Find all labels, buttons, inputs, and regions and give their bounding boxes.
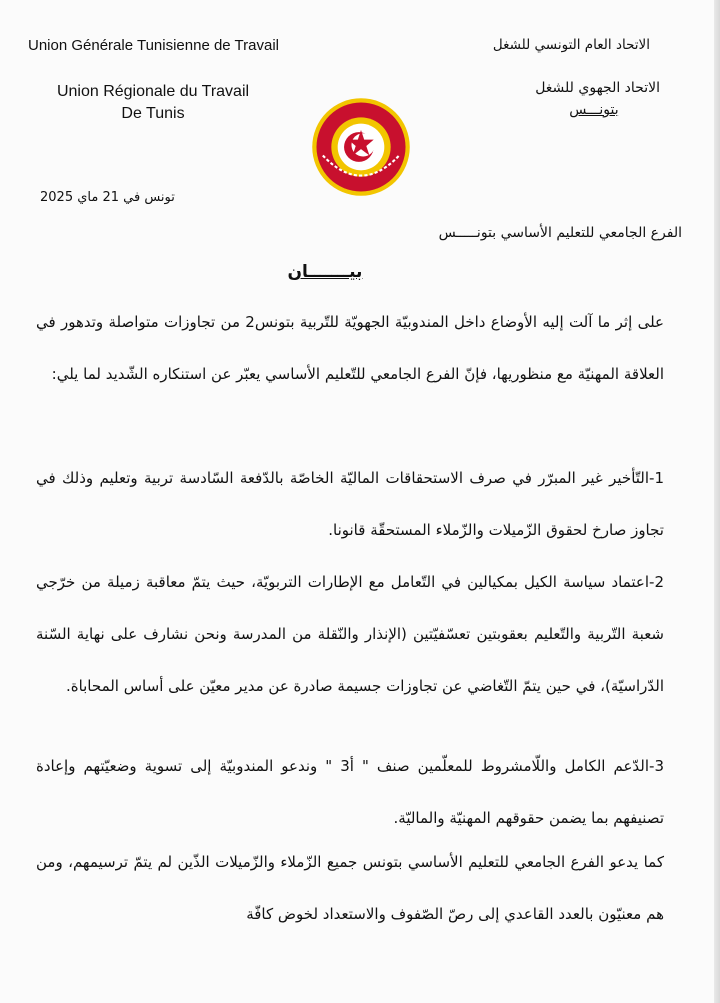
paragraph-intro: على إثر ما آلت إليه الأوضاع داخل المندوبيّة الجهويّة للتّربية بتونس2 من تجاوزات متواصلة وتدهور في العلاقة المهنيّة مع منظوريها، فإنّ الفرع الجامعي للتّعليم الأساسي يعبّر عن استنكاره الشّديد لما يلي:	[36, 313, 664, 383]
header-ar-regional-line2: بتونـــس	[569, 102, 619, 118]
header-fr-union: Union Générale Tunisienne de Travail	[28, 37, 279, 54]
header-ar-union: الاتحاد العام التونسي للشغل	[492, 37, 650, 53]
header-ar-regional-line1: الاتحاد الجهوي للشغل	[535, 80, 660, 96]
header-fr-regional	[48, 81, 258, 125]
page-edge	[714, 0, 720, 1003]
header-fr-regional-line2: De Tunis	[121, 105, 185, 122]
paragraph-closing: كما يدعو الفرع الجامعي للتعليم الأساسي بتونس جميع الزّملاء والزّميلات الذّين لم يتمّ ترسيمهم، ومن هم معنيّون بالعدد القاعدي إلى رصّ الصّفوف والاستعداد لخوض كافّة	[36, 853, 664, 923]
header-ar-regional	[535, 77, 660, 121]
document-date: تونس في 21 ماي 2025	[40, 190, 175, 205]
paragraph-item-3: 3-الدّعم الكامل واللّامشروط للمعلّمين صنف " أ3 " وندعو المندوبيّة إلى تسوية وضعيّتهم وإعادة تصنيفهم بما يضمن حقوقهم المهنيّة والماليّة.	[36, 757, 664, 827]
branch-name: الفرع الجامعي للتعليم الأساسي بتونـــــس	[438, 225, 682, 241]
header-fr-regional-line1: Union Régionale du Travail	[56, 83, 250, 100]
paragraph-item-1: 1-التّأخير غير المبرّر في صرف الاستحقاقات الماليّة الخاصّة بالدّفعة السّادسة تربية وتعليم وذلك في تجاوز صارخ لحقوق الزّميلات والزّملاء المستحقّة قانونا.	[36, 469, 664, 539]
document-title: بيـــــــان	[287, 262, 363, 282]
ugtt-emblem-icon	[308, 94, 414, 200]
paragraph-item-2: 2-اعتماد سياسة الكيل بمكيالين في التّعامل مع الإطارات التربويّة، حيث يتمّ معاقبة زميلة من خرّجي شعبة التّربية والتّعليم بعقوبتين تعسّفيّتين (الإنذار والنّقلة من المدرسة ونحن نشارف على نهاية السّنة الدّراسيّة)، في حين يتمّ التّغاضي عن تجاوزات جسيمة صادرة عن مدير معيّن على أساس المحاباة.	[36, 573, 664, 695]
